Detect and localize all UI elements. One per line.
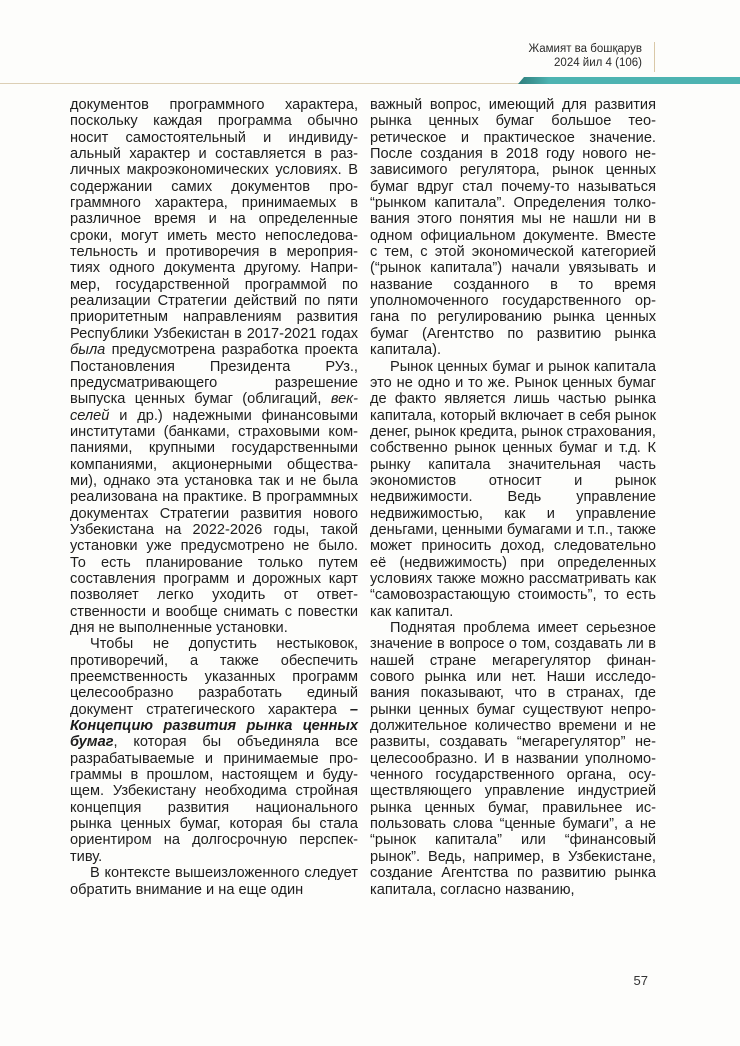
- paragraph: В контексте вышеизложенного следует обратить внимание и на еще один: [70, 865, 358, 898]
- paragraph: Рынок ценных бумаг и рынок капитала это не одно и то же. Рынок ценных бумаг де факто является лишь частью рынка капитала, который включает в себя рынок денег, рынок кредита, рынок страхования, собственно рынок ценных бумаг и т.д. К рынку капитала значительная часть экономистов относит и рынок недвижимости. Ведь управление недвижимостью, как и управление деньгами, ценными бумагами и т.п., также может приносить доход, следовательно её (недвижимость) при определенных условиях также можно рассматривать как “самовозрастающую стоимость”, то есть как капитал.: [370, 358, 656, 620]
- paragraph: [70, 636, 358, 865]
- paragraph: [70, 97, 358, 636]
- text-run: документов программного характера, поскольку каждая программа обычно носит самостоятельный и индивидуальный характер и составляется в различных макроэкономических условиях. В содержании самих документов программного характера, принимаемых в различное время и на определенные сроки, могут иметь место непоследовательность и противоречия в мероприятиях одного документа другому. Например, государственной программой по реализации Стратегии действий по пяти приоритетным направлениям развития Республики Узбекистан в 2017-2021 годах: [70, 97, 358, 342]
- paragraph: Поднятая проблема имеет серьезное значение в вопросе о том, создавать ли в нашей стране мегарегулятор финансового рынка или нет. Наши исследования показывают, что в странах, где рынки ценных бумаг существуют непродолжительное количество времени и не развиты, создавать “мегарегулятор” нецелесообразно. И в названии уполномоченного государственного органа, осуществляющего управление индустрией рынка ценных бумаг, правильнее использовать слова “ценные бумаги”, а не “рынок капитала” или “финансовый рынок”. Ведь, например, в Узбекистане, создание Агентства по развитию рынка капитала, согласно названию,: [370, 620, 656, 898]
- text-run: , которая бы объединяла все разрабатываемые и принимаемые программы в прошлом, настоящем и будущем. Узбекистану необходима стройная концепция развития национального рынка ценных бумаг, которая бы стала ориентиром на долгосрочную перспективу.: [70, 734, 358, 865]
- journal-header: [529, 42, 651, 70]
- paragraph: важный вопрос, имеющий для развития рынка ценных бумаг большое теоретическое и практическое значение. После создания в 2018 году нового независимого регулятора, рынок ценных бумаг вдруг стал почему-то называться “рынком капитала”. Определения толкования этого понятия мы не нашли ни в одном официальном документе. Вместе с тем, с этой экономической категорией (“рынок капитала”) начали увязывать и название созданного в то время уполномоченного государственного органа по регулированию рынка ценных бумаг (Агентство по развитию рынка капитала).: [370, 97, 656, 359]
- header-divider: [654, 42, 655, 72]
- italic-text: была: [70, 342, 106, 359]
- right-column: [370, 97, 656, 898]
- page-number: 57: [633, 973, 648, 988]
- bold-italic-text: – Концепцию развития рынка ценных бумаг: [70, 701, 358, 751]
- left-column: [70, 97, 358, 898]
- text-run: предусмотрена разработка проекта Постановления Президента РУз., предусматривающего разрешение выпуска ценных бумаг (облигаций,: [70, 342, 358, 408]
- header-rule-line: [0, 83, 520, 84]
- italic-text: векселей: [70, 391, 358, 424]
- journal-issue: 2024 йил 4 (106): [554, 57, 642, 69]
- text-run: Чтобы не допустить нестыковок, противоречий, а также обеспечить преемственность указанных программ целесообразно разработать единый документ стратегического характера: [70, 636, 358, 718]
- journal-title: Жамият ва бошқарув: [528, 43, 642, 55]
- accent-stripe: [518, 77, 740, 84]
- text-run: и др.) надежными финансовыми институтами (банками, страховыми компаниями, крупными государственными компаниями, акционерными обществами), однако эта установка так и не была реализована на практике. В программных документах Стратегии развития нового Узбекистана на 2022-2026 годы, такой установки уже предусмотрено не было. То есть планирование только путем составления программ и дорожных карт позволяет легко уходить от ответственности и вообще снимать с повестки дня не выполненные установки.: [70, 407, 358, 636]
